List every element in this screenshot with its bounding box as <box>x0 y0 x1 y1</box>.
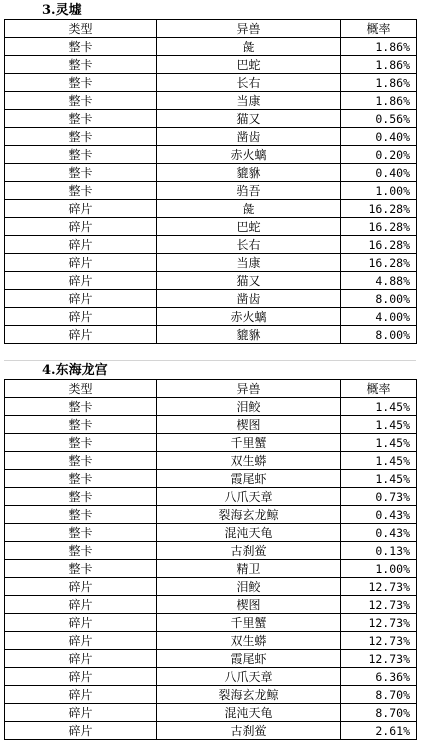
cell-beast: 彘 <box>157 38 341 56</box>
cell-beast: 当康 <box>157 92 341 110</box>
section-title: 4.东海龙宫 <box>42 363 108 378</box>
cell-probability: 8.00% <box>341 326 417 344</box>
table-row <box>5 650 417 668</box>
cell-type: 碎片 <box>5 596 157 614</box>
table-row <box>5 722 417 740</box>
cell-beast: 泪鲛 <box>157 578 341 596</box>
cell-type: 整卡 <box>5 38 157 56</box>
cell-probability: 1.45% <box>341 398 417 416</box>
cell-beast: 猫又 <box>157 110 341 128</box>
cell-type: 碎片 <box>5 722 157 740</box>
cell-probability: 1.86% <box>341 74 417 92</box>
cell-probability: 8.00% <box>341 290 417 308</box>
section-donghai-longgong <box>4 362 416 740</box>
cell-beast: 驺吾 <box>157 182 341 200</box>
header-beast: 异兽 <box>157 20 341 38</box>
table-row <box>5 542 417 560</box>
table-row <box>5 74 417 92</box>
cell-beast: 长右 <box>157 236 341 254</box>
cell-probability: 0.40% <box>341 164 417 182</box>
cell-type: 整卡 <box>5 560 157 578</box>
table-row <box>5 56 417 74</box>
cell-beast: 楔图 <box>157 416 341 434</box>
table-row <box>5 200 417 218</box>
table-body <box>5 20 417 344</box>
table-row <box>5 506 417 524</box>
cell-probability: 0.20% <box>341 146 417 164</box>
table-row <box>5 308 417 326</box>
cell-beast: 霞尾虾 <box>157 470 341 488</box>
cell-type: 整卡 <box>5 434 157 452</box>
table-row <box>5 164 417 182</box>
table-row <box>5 128 417 146</box>
table-row <box>5 272 417 290</box>
cell-probability: 1.86% <box>341 56 417 74</box>
table-row <box>5 218 417 236</box>
cell-beast: 巴蛇 <box>157 56 341 74</box>
probability-table <box>4 19 417 344</box>
table-row <box>5 110 417 128</box>
cell-beast: 裂海玄龙鲸 <box>157 686 341 704</box>
cell-probability: 0.73% <box>341 488 417 506</box>
cell-type: 整卡 <box>5 524 157 542</box>
cell-probability: 12.73% <box>341 596 417 614</box>
table-row <box>5 326 417 344</box>
table-body <box>5 380 417 740</box>
header-probability: 概率 <box>341 20 417 38</box>
cell-probability: 12.73% <box>341 578 417 596</box>
cell-type: 碎片 <box>5 578 157 596</box>
cell-probability: 1.45% <box>341 452 417 470</box>
table-row <box>5 290 417 308</box>
cell-probability: 0.43% <box>341 524 417 542</box>
cell-type: 整卡 <box>5 488 157 506</box>
cell-beast: 巴蛇 <box>157 218 341 236</box>
cell-type: 整卡 <box>5 56 157 74</box>
cell-beast: 赤火螭 <box>157 308 341 326</box>
cell-type: 整卡 <box>5 416 157 434</box>
cell-type: 碎片 <box>5 254 157 272</box>
cell-beast: 貔貅 <box>157 326 341 344</box>
cell-beast: 双生蟒 <box>157 452 341 470</box>
cell-beast: 楔图 <box>157 596 341 614</box>
cell-probability: 4.00% <box>341 308 417 326</box>
cell-probability: 16.28% <box>341 218 417 236</box>
cell-probability: 0.43% <box>341 506 417 524</box>
cell-type: 整卡 <box>5 542 157 560</box>
cell-type: 碎片 <box>5 704 157 722</box>
cell-probability: 16.28% <box>341 254 417 272</box>
section-lingxu <box>4 2 416 344</box>
section-title: 3.灵墟 <box>42 3 82 18</box>
cell-probability: 1.45% <box>341 434 417 452</box>
cell-probability: 12.73% <box>341 632 417 650</box>
cell-beast: 霞尾虾 <box>157 650 341 668</box>
table-row <box>5 236 417 254</box>
cell-probability: 0.56% <box>341 110 417 128</box>
table-row <box>5 560 417 578</box>
cell-probability: 1.86% <box>341 38 417 56</box>
cell-type: 整卡 <box>5 110 157 128</box>
cell-type: 碎片 <box>5 236 157 254</box>
cell-probability: 1.86% <box>341 92 417 110</box>
cell-probability: 12.73% <box>341 650 417 668</box>
cell-type: 碎片 <box>5 614 157 632</box>
cell-type: 碎片 <box>5 200 157 218</box>
cell-beast: 凿齿 <box>157 290 341 308</box>
table-row <box>5 524 417 542</box>
cell-probability: 1.00% <box>341 182 417 200</box>
cell-beast: 长右 <box>157 74 341 92</box>
table-row <box>5 182 417 200</box>
cell-type: 整卡 <box>5 164 157 182</box>
cell-probability: 16.28% <box>341 236 417 254</box>
cell-beast: 凿齿 <box>157 128 341 146</box>
cell-beast: 貔貅 <box>157 164 341 182</box>
cell-probability: 2.61% <box>341 722 417 740</box>
cell-beast: 彘 <box>157 200 341 218</box>
table-row <box>5 632 417 650</box>
cell-type: 整卡 <box>5 506 157 524</box>
cell-beast: 古刹鲎 <box>157 722 341 740</box>
cell-beast: 猫又 <box>157 272 341 290</box>
cell-beast: 混沌天龟 <box>157 524 341 542</box>
table-row <box>5 704 417 722</box>
cell-type: 整卡 <box>5 128 157 146</box>
cell-beast: 八爪天章 <box>157 488 341 506</box>
cell-beast: 千里蟹 <box>157 434 341 452</box>
cell-type: 整卡 <box>5 182 157 200</box>
cell-type: 碎片 <box>5 290 157 308</box>
divider <box>4 360 416 361</box>
cell-probability: 1.00% <box>341 560 417 578</box>
cell-type: 整卡 <box>5 398 157 416</box>
table-row <box>5 254 417 272</box>
cell-beast: 泪鲛 <box>157 398 341 416</box>
table-row <box>5 92 417 110</box>
cell-probability: 8.70% <box>341 686 417 704</box>
table-row <box>5 578 417 596</box>
cell-probability: 8.70% <box>341 704 417 722</box>
table-row <box>5 470 417 488</box>
cell-probability: 0.13% <box>341 542 417 560</box>
cell-type: 整卡 <box>5 470 157 488</box>
cell-type: 整卡 <box>5 452 157 470</box>
cell-beast: 赤火螭 <box>157 146 341 164</box>
cell-beast: 裂海玄龙鲸 <box>157 506 341 524</box>
cell-probability: 12.73% <box>341 614 417 632</box>
cell-probability: 0.40% <box>341 128 417 146</box>
table-row <box>5 38 417 56</box>
table-row <box>5 488 417 506</box>
cell-beast: 精卫 <box>157 560 341 578</box>
cell-beast: 双生蟒 <box>157 632 341 650</box>
table-row <box>5 434 417 452</box>
cell-beast: 混沌天龟 <box>157 704 341 722</box>
cell-type: 碎片 <box>5 308 157 326</box>
cell-type: 碎片 <box>5 272 157 290</box>
cell-type: 碎片 <box>5 686 157 704</box>
table-row <box>5 398 417 416</box>
table-row <box>5 452 417 470</box>
probability-table <box>4 379 417 740</box>
cell-type: 整卡 <box>5 92 157 110</box>
cell-type: 碎片 <box>5 650 157 668</box>
cell-type: 碎片 <box>5 632 157 650</box>
cell-probability: 4.88% <box>341 272 417 290</box>
cell-probability: 1.45% <box>341 416 417 434</box>
cell-type: 整卡 <box>5 74 157 92</box>
table-row <box>5 668 417 686</box>
cell-probability: 6.36% <box>341 668 417 686</box>
cell-type: 碎片 <box>5 668 157 686</box>
cell-type: 碎片 <box>5 218 157 236</box>
header-beast: 异兽 <box>157 380 341 398</box>
header-type: 类型 <box>5 20 157 38</box>
cell-probability: 16.28% <box>341 200 417 218</box>
header-type: 类型 <box>5 380 157 398</box>
cell-beast: 古刹鲎 <box>157 542 341 560</box>
cell-beast: 千里蟹 <box>157 614 341 632</box>
table-row <box>5 614 417 632</box>
cell-beast: 八爪天章 <box>157 668 341 686</box>
cell-beast: 当康 <box>157 254 341 272</box>
cell-type: 碎片 <box>5 326 157 344</box>
table-row <box>5 596 417 614</box>
cell-probability: 1.45% <box>341 470 417 488</box>
table-row <box>5 416 417 434</box>
header-row <box>5 20 417 38</box>
header-row <box>5 380 417 398</box>
cell-type: 整卡 <box>5 146 157 164</box>
table-row <box>5 686 417 704</box>
table-row <box>5 146 417 164</box>
header-probability: 概率 <box>341 380 417 398</box>
